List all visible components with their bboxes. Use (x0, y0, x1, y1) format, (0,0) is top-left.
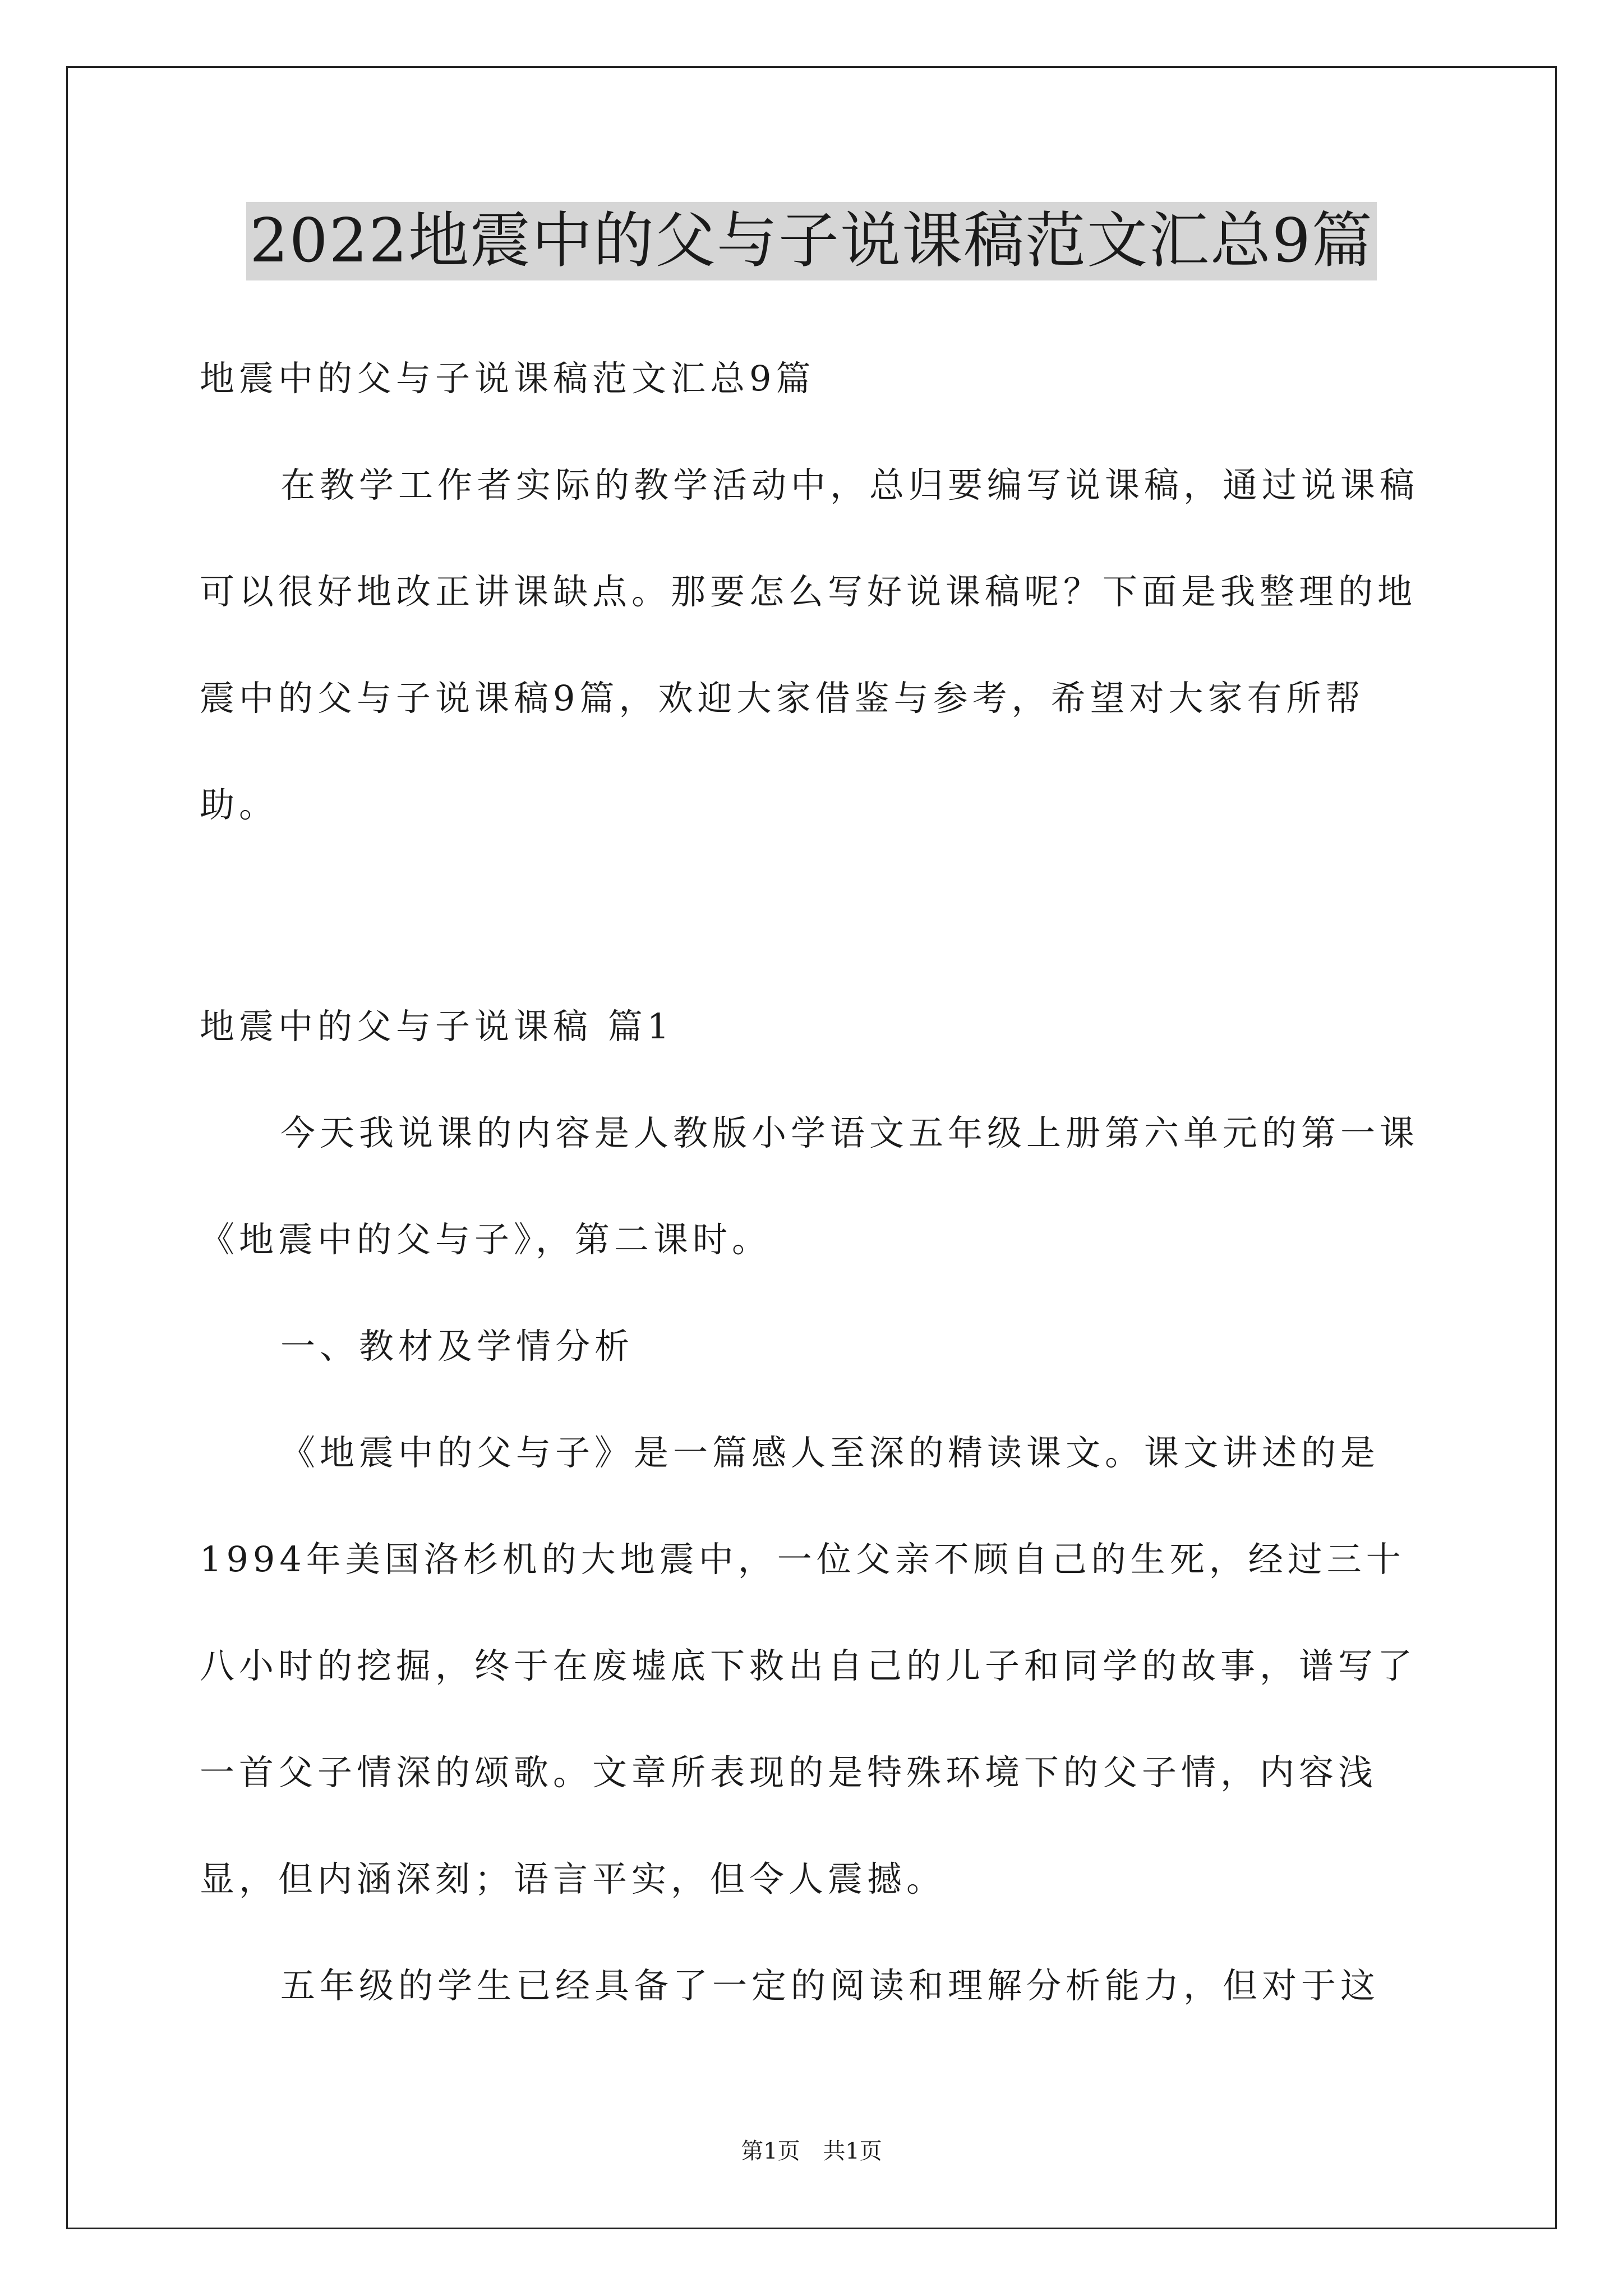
paragraph-intro: 在教学工作者实际的教学活动中，总归要编写说课稿，通过说课稿可以很好地改正讲课缺点。那要怎么写好说课稿呢？下面是我整理的地震中的父与子说课稿9篇，欢迎大家借鉴与参考，希望对大家有所帮助。 (200, 464, 1419, 825)
section-heading: 地震中的父与子说课稿 篇1 (200, 1006, 674, 1047)
paragraph-lesson-intro: 今天我说课的内容是人教版小学语文五年级上册第六单元的第一课《地震中的父与子》，第二课时。 (200, 1112, 1419, 1260)
page-footer (0, 2137, 1623, 2165)
document-title: 2022地震中的父与子说课稿范文汇总9篇 (246, 202, 1377, 280)
page-number: 第1页 (741, 2138, 800, 2164)
subheading-analysis: 一、教材及学情分析 (280, 1326, 634, 1366)
paragraph-subtitle: 地震中的父与子说课稿范文汇总9篇 (200, 358, 815, 399)
page-total: 共1页 (823, 2138, 882, 2164)
title-wrap (0, 202, 1623, 280)
paragraph-student-analysis: 五年级的学生已经具备了一定的阅读和理解分析能力，但对于这 (280, 1965, 1380, 2006)
paragraph-text-analysis: 《地震中的父与子》是一篇感人至深的精读课文。课文讲述的是1994年美国洛杉机的大地震中，一位父亲不顾自己的生死，经过三十八小时的挖掘，终于在废墟底下救出自己的儿子和同学的故事，谱写了一首父子情深的颂歌。文章所表现的是特殊环境下的父子情，内容浅显，但内涵深刻；语言平实，但令人震撼。 (200, 1432, 1417, 1899)
